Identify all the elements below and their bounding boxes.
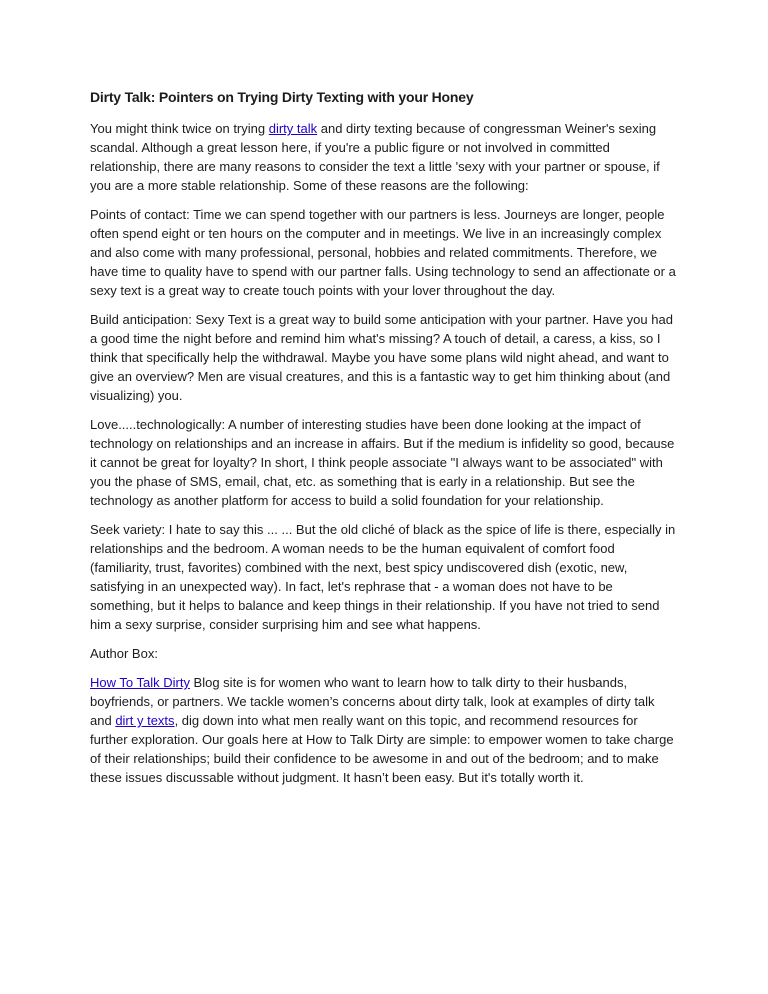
text-run: Seek variety: I hate to say this ... ... But the old cliché of black as the spice of life is there, especially in relationships and the bedroom. A woman needs to be the human equivalent of comfort food (familiarity, trust, favorites) combined with the next, best spicy undiscovered dish (exotic, new, satisfying in an unexpected way). In fact, let's rephrase that - a woman does not have to be something, but it helps to balance and keep things in their relationship. If you have not tried to send him a sexy surprise, consider surprising him and see what happens.: [90, 522, 676, 632]
author-box-label: [90, 644, 678, 663]
paragraph-seek-variety: [90, 520, 678, 634]
document-title: Dirty Talk: Pointers on Trying Dirty Texting with your Honey: [90, 89, 474, 105]
inline-link-how-to-talk-dirty[interactable]: How To Talk Dirty: [90, 675, 190, 690]
text-run: Blog site is for women who want to learn how to talk dirty to their husbands, boyfriends, or partners. We tackle women’s concerns about dirty talk, look at examples of dirty talk and: [90, 675, 655, 728]
inline-link-dirt-y-texts[interactable]: dirt y texts: [115, 713, 175, 728]
text-run: Author Box:: [90, 646, 158, 661]
text-run: , dig down into what men really want on this topic, and recommend resources for further exploration. Our goals here at How to Talk Dirty are simple: to empower women to take charge of their relationships; build their confidence to be awesome in and out of the bedroom; and to make these issues discussable without judgment. It hasn’t been easy. But it's totally worth it.: [90, 713, 674, 785]
text-run: Build anticipation: Sexy Text is a great way to build some anticipation with your partner. Have you had a good time the night before and remind him what's missing? A touch of detail, a caress, a kiss, so I think that specifically help the withdrawal. Maybe you have some plans wild night ahead, and want to give an overview? Men are visual creatures, and this is a fantastic way to get him thinking about (and visualizing) you.: [90, 312, 673, 403]
text-run: You might think twice on trying: [90, 121, 269, 136]
paragraph-points-of-contact: [90, 205, 678, 300]
text-run: Love.....technologically: A number of interesting studies have been done looking at the impact of technology on relationships and an increase in affairs. But if the medium is infidelity so good, because it cannot be great for loyalty? In short, I think people associate "I always want to be associated" with you the phase of SMS, email, chat, etc. as something that is early in a relationship. But see the technology as another platform for access to build a solid foundation for your relationship.: [90, 417, 675, 508]
paragraph-love-technologically: [90, 415, 678, 510]
document-content: [90, 88, 678, 797]
paragraph-build-anticipation: [90, 310, 678, 405]
text-run: Points of contact: Time we can spend together with our partners is less. Journeys are longer, people often spend eight or ten hours on the computer and in meetings. We live in an increasingly complex and also come with many professional, personal, hobbies and related commitments. Therefore, we have time to quality have to spend with our partner falls. Using technology to send an affectionate or a sexy text is a great way to create touch points with your lover throughout the day.: [90, 207, 676, 298]
paragraph-author-box: [90, 673, 678, 787]
text-run: and dirty texting because of congressman Weiner's sexing scandal. Although a great lesson here, if you're a public figure or not involved in committed relationship, there are many reasons to consider the text a little 'sexy with your partner or spouse, if you are a more stable relationship. Some of these reasons are the following:: [90, 121, 660, 193]
inline-link-dirty-talk[interactable]: dirty talk: [268, 121, 318, 136]
paragraph-intro: [90, 119, 678, 195]
